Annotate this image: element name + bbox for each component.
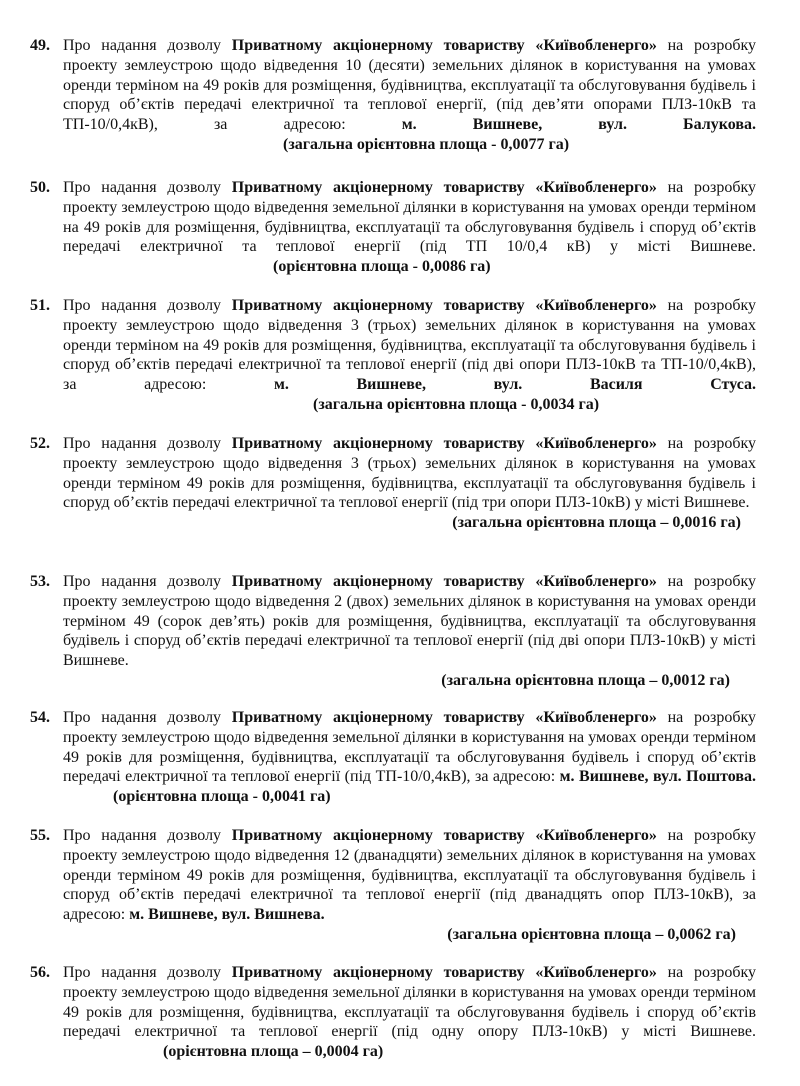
item-text: Про надання дозволу Приватному акціонерному товариству «Київобленерго» на розробку проекту землеустрою щодо відведення земельної ділянки в користування на умовах оренди терміном 49 років для розміщення, будівництва, експлуатації та обслуговування будівель і споруд об’єктів передачі електричної та теплової енергії (під одну опору ПЛЗ-10кВ) у місті Вишневе. (орієнтовна площа – 0,0004 га) xyxy=(63,964,757,1061)
area-note: (орієнтовна площа - 0,0041 га) xyxy=(113,788,331,806)
list-item xyxy=(30,708,756,807)
area-note: (загальна орієнтовна площа - 0,0034 га) xyxy=(313,395,600,413)
address: м. Вишневе, вул. Вишнева. xyxy=(129,906,325,924)
organization-name: Приватному акціонерному товариству «Київобленерго» xyxy=(231,297,657,314)
item-text: Про надання дозволу Приватному акціонерному товариству «Київобленерго» на розробку проекту землеустрою щодо відведення 3 (трьох) земельних ділянок в користування на умовах оренди терміном на 49 років для розміщення, будівництва, експлуатації та обслуговування будівель і споруд об’єктів передачі електричної та теплової енергії (під дві опори ПЛЗ-10кВ та ТП-10/0,4кВ), за адресою: м. Вишневе, вул. Василя Стуса. (загальна орієнтовна площа - 0,0034 га) xyxy=(63,297,757,413)
address: м. Вишневе, вул. Василя Стуса. xyxy=(273,376,757,394)
organization-name: Приватному акціонерному товариству «Київобленерго» xyxy=(231,435,657,452)
address: м. Вишневе, вул. Поштова. xyxy=(559,768,756,786)
area-note: (загальна орієнтовна площа – 0,0012 га) xyxy=(441,671,730,689)
list-item xyxy=(30,434,756,533)
item-number: 55. xyxy=(30,827,50,844)
address: м. Вишневе, вул. Балукова. xyxy=(401,116,756,134)
list-item xyxy=(30,963,756,1062)
item-text: Про надання дозволу Приватному акціонерному товариству «Київобленерго» на розробку проекту землеустрою щодо відведення 12 (дванадцяти) земельних ділянок в користування на умовах оренди терміном 49 років для розміщення, будівництва, експлуатації та обслуговування будівель і споруд об’єктів передачі електричної та теплової енергії (під дванадцять опор ПЛЗ-10кВ), за адресою: м. Вишневе, вул. Вишнева. xyxy=(63,827,757,924)
item-number: 52. xyxy=(30,435,50,452)
area-note: (орієнтовна площа - 0,0086 га) xyxy=(273,258,491,276)
item-number: 50. xyxy=(30,179,50,196)
area-note: (орієнтовна площа – 0,0004 га) xyxy=(163,1043,384,1061)
item-text: Про надання дозволу Приватному акціонерному товариству «Київобленерго» на розробку проекту землеустрою щодо відведення земельної ділянки в користування на умовах оренди терміном на 49 років для розміщення, будівництва, експлуатації та обслуговування будівель і споруд об’єктів передачі електричної та теплової енергії (під ТП 10/0,4 кВ) у місті Вишневе. (орієнтовна площа - 0,0086 га) xyxy=(63,179,757,276)
item-number: 53. xyxy=(30,573,50,590)
organization-name: Приватному акціонерному товариству «Київобленерго» xyxy=(231,827,657,844)
list-item xyxy=(30,178,756,277)
organization-name: Приватному акціонерному товариству «Київобленерго» xyxy=(231,709,657,726)
item-text: Про надання дозволу Приватному акціонерному товариству «Київобленерго» на розробку проекту землеустрою щодо відведення 3 (трьох) земельних ділянок в користування на умовах оренди терміном 49 років для розміщення, будівництва, експлуатації та обслуговування будівель і споруд об’єктів передачі електричної та теплової енергії (під три опори ПЛЗ-10кВ) у місті Вишневе. xyxy=(63,435,757,512)
item-number: 54. xyxy=(30,709,50,726)
area-note: (загальна орієнтовна площа – 0,0062 га) xyxy=(447,925,736,943)
list-item xyxy=(30,36,756,155)
list-item xyxy=(30,572,756,691)
organization-name: Приватному акціонерному товариству «Київобленерго» xyxy=(231,179,657,196)
item-text: Про надання дозволу Приватному акціонерному товариству «Київобленерго» на розробку проекту землеустрою щодо відведення 10 (десяти) земельних ділянок в користування на умовах оренди терміном на 49 років для розміщення, будівництва, експлуатації та обслуговування будівель і споруд об’єктів передачі електричної та теплової енергії, (під дев’яти опорами ПЛЗ-10кВ та ТП-10/0,4кВ), за адресою: м. Вишневе, вул. Балукова. (загальна орієнтовна площа - 0,0077 га) xyxy=(63,37,757,153)
item-text: Про надання дозволу Приватному акціонерному товариству «Київобленерго» на розробку проекту землеустрою щодо відведення земельної ділянки в користування на умовах оренди терміном 49 років для розміщення, будівництва, експлуатації та обслуговування будівель і споруд об’єктів передачі електричної та теплової енергії (під ТП-10/0,4кВ), за адресою: м. Вишневе, вул. Поштова. (орієнтовна площа - 0,0041 га) xyxy=(63,709,757,806)
item-number: 56. xyxy=(30,964,50,981)
list-item xyxy=(30,826,756,945)
item-text: Про надання дозволу Приватному акціонерному товариству «Київобленерго» на розробку проекту землеустрою щодо відведення 2 (двох) земельних ділянок в користування на умовах оренди терміном 49 (сорок дев’ять) років для розміщення, будівництва, експлуатації та обслуговування будівель і споруд об’єктів передачі електричної та теплової енергії (під дві опори ПЛЗ-10кВ) у місті Вишневе. xyxy=(63,573,757,670)
organization-name: Приватному акціонерному товариству «Київобленерго» xyxy=(231,573,657,590)
area-note: (загальна орієнтовна площа – 0,0016 га) xyxy=(452,514,741,532)
item-number: 49. xyxy=(30,37,50,54)
list-item xyxy=(30,296,756,415)
item-number: 51. xyxy=(30,297,50,314)
area-note: (загальна орієнтовна площа - 0,0077 га) xyxy=(283,135,570,153)
organization-name: Приватному акціонерному товариству «Київобленерго» xyxy=(231,37,657,54)
organization-name: Приватному акціонерному товариству «Київобленерго» xyxy=(231,964,657,981)
